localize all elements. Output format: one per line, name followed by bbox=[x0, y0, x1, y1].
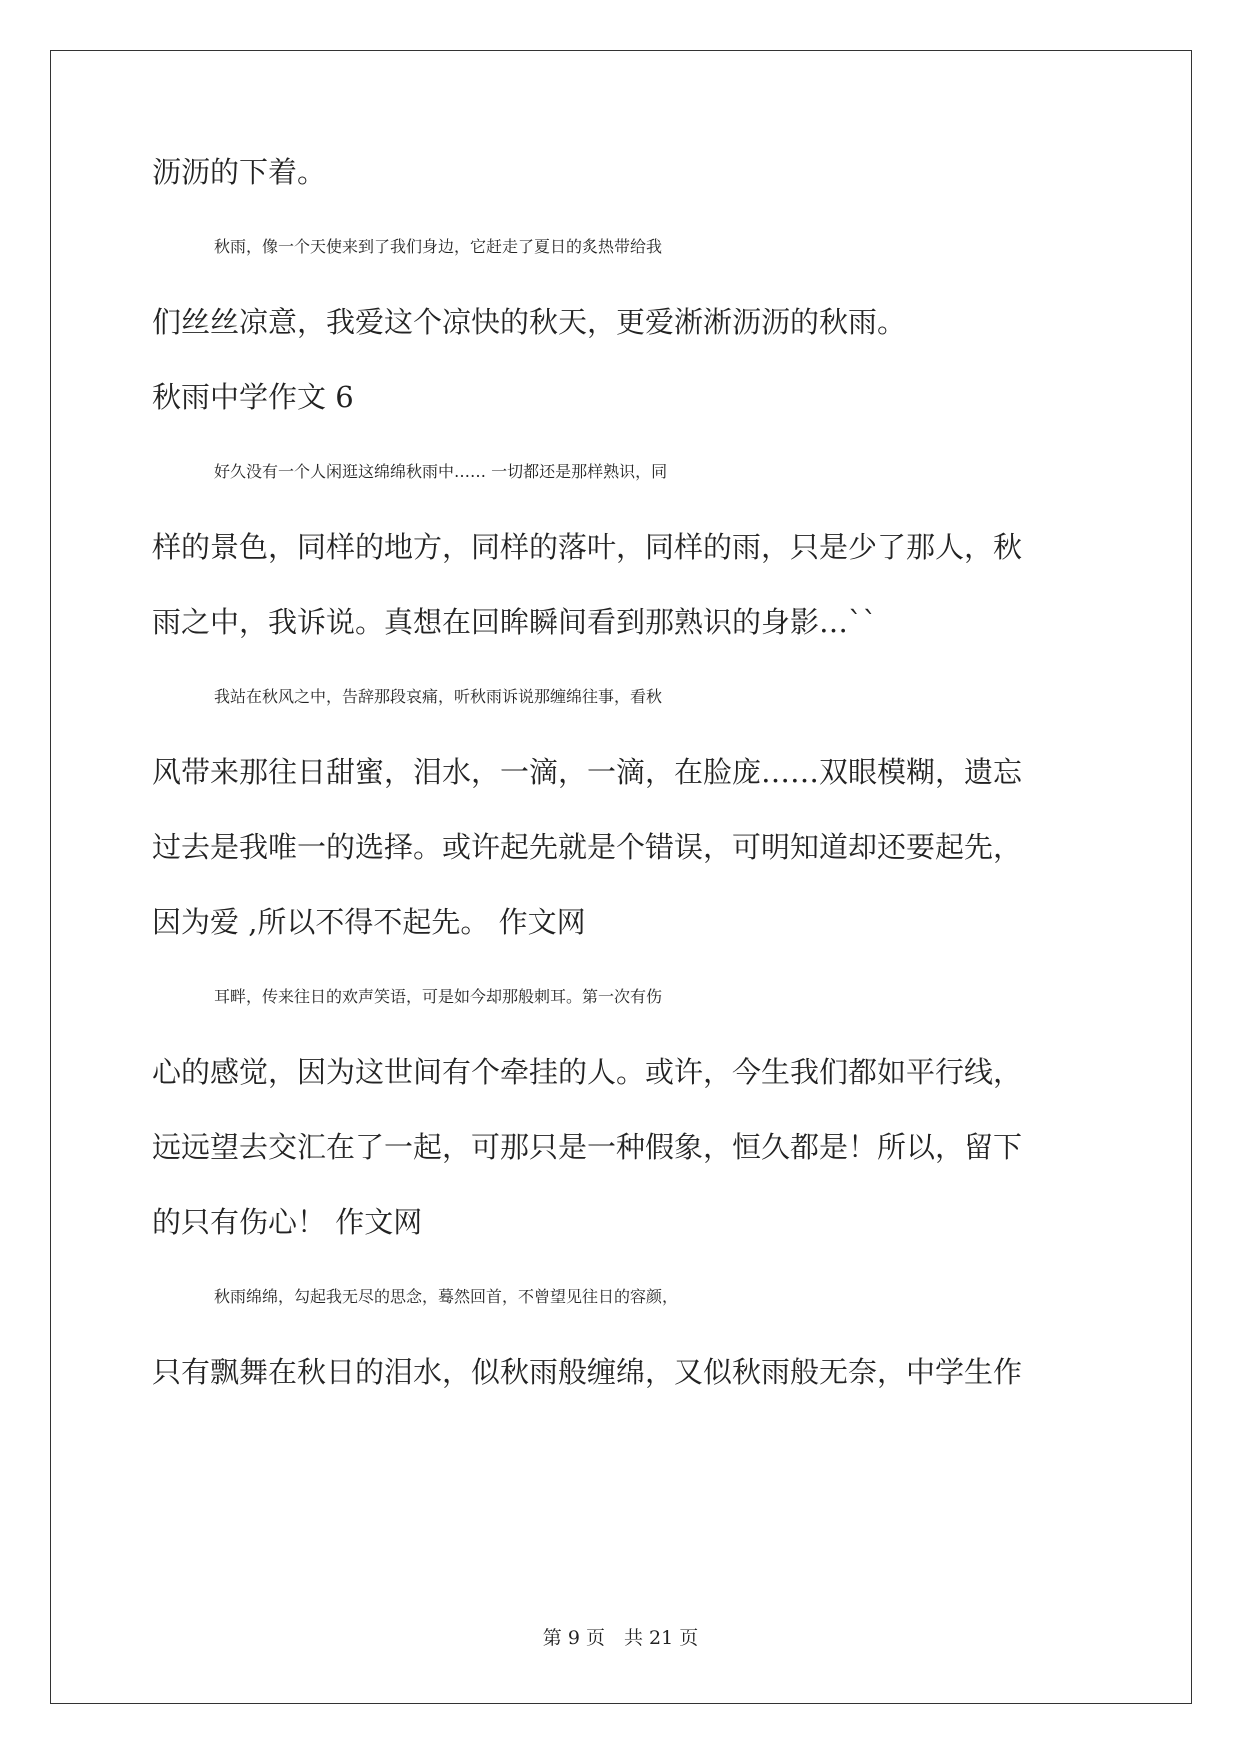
text-line: 好久没有一个人闲逛这绵绵秋雨中…… 一切都还是那样熟识，同 bbox=[214, 462, 668, 481]
text-line: 的只有伤心！ 作文网 bbox=[152, 1205, 423, 1239]
text-line: 我站在秋风之中，告辞那段哀痛，听秋雨诉说那缠绵往事，看秋 bbox=[214, 687, 663, 706]
text-line: 样的景色，同样的地方，同样的落叶，同样的雨，只是少了那人，秋 bbox=[152, 530, 1023, 564]
text-line: 们丝丝凉意，我爱这个凉快的秋天，更爱淅淅沥沥的秋雨。 bbox=[152, 305, 907, 339]
text-line: 雨之中，我诉说。真想在回眸瞬间看到那熟识的身影…`` bbox=[152, 605, 878, 639]
section-heading: 秋雨中学作文 6 bbox=[152, 380, 354, 414]
text-line: 心的感觉，因为这世间有个牵挂的人。或许，今生我们都如平行线， bbox=[152, 1055, 1023, 1089]
page-number-footer: 第 9 页 共 21 页 bbox=[542, 1627, 699, 1649]
text-line: 过去是我唯一的选择。或许起先就是个错误，可明知道却还要起先， bbox=[152, 830, 1023, 864]
text-line: 秋雨，像一个天使来到了我们身边，它赶走了夏日的炙热带给我 bbox=[214, 237, 663, 256]
text-line: 沥沥的下着。 bbox=[152, 155, 327, 189]
text-line: 耳畔，传来往日的欢声笑语，可是如今却那般刺耳。第一次有伤 bbox=[214, 987, 663, 1006]
text-line: 远远望去交汇在了一起，可那只是一种假象，恒久都是！所以，留下 bbox=[152, 1130, 1023, 1164]
text-line: 秋雨绵绵，勾起我无尽的思念，蓦然回首，不曾望见往日的容颜， bbox=[214, 1287, 679, 1306]
text-line: 因为爱 ,所以不得不起先。 作文网 bbox=[152, 905, 586, 939]
text-line: 只有飘舞在秋日的泪水，似秋雨般缠绵，又似秋雨般无奈，中学生作 bbox=[152, 1355, 1023, 1389]
text-line: 风带来那往日甜蜜，泪水，一滴，一滴，在脸庞……双眼模糊，遗忘 bbox=[152, 755, 1023, 789]
page-border bbox=[50, 50, 1192, 1704]
